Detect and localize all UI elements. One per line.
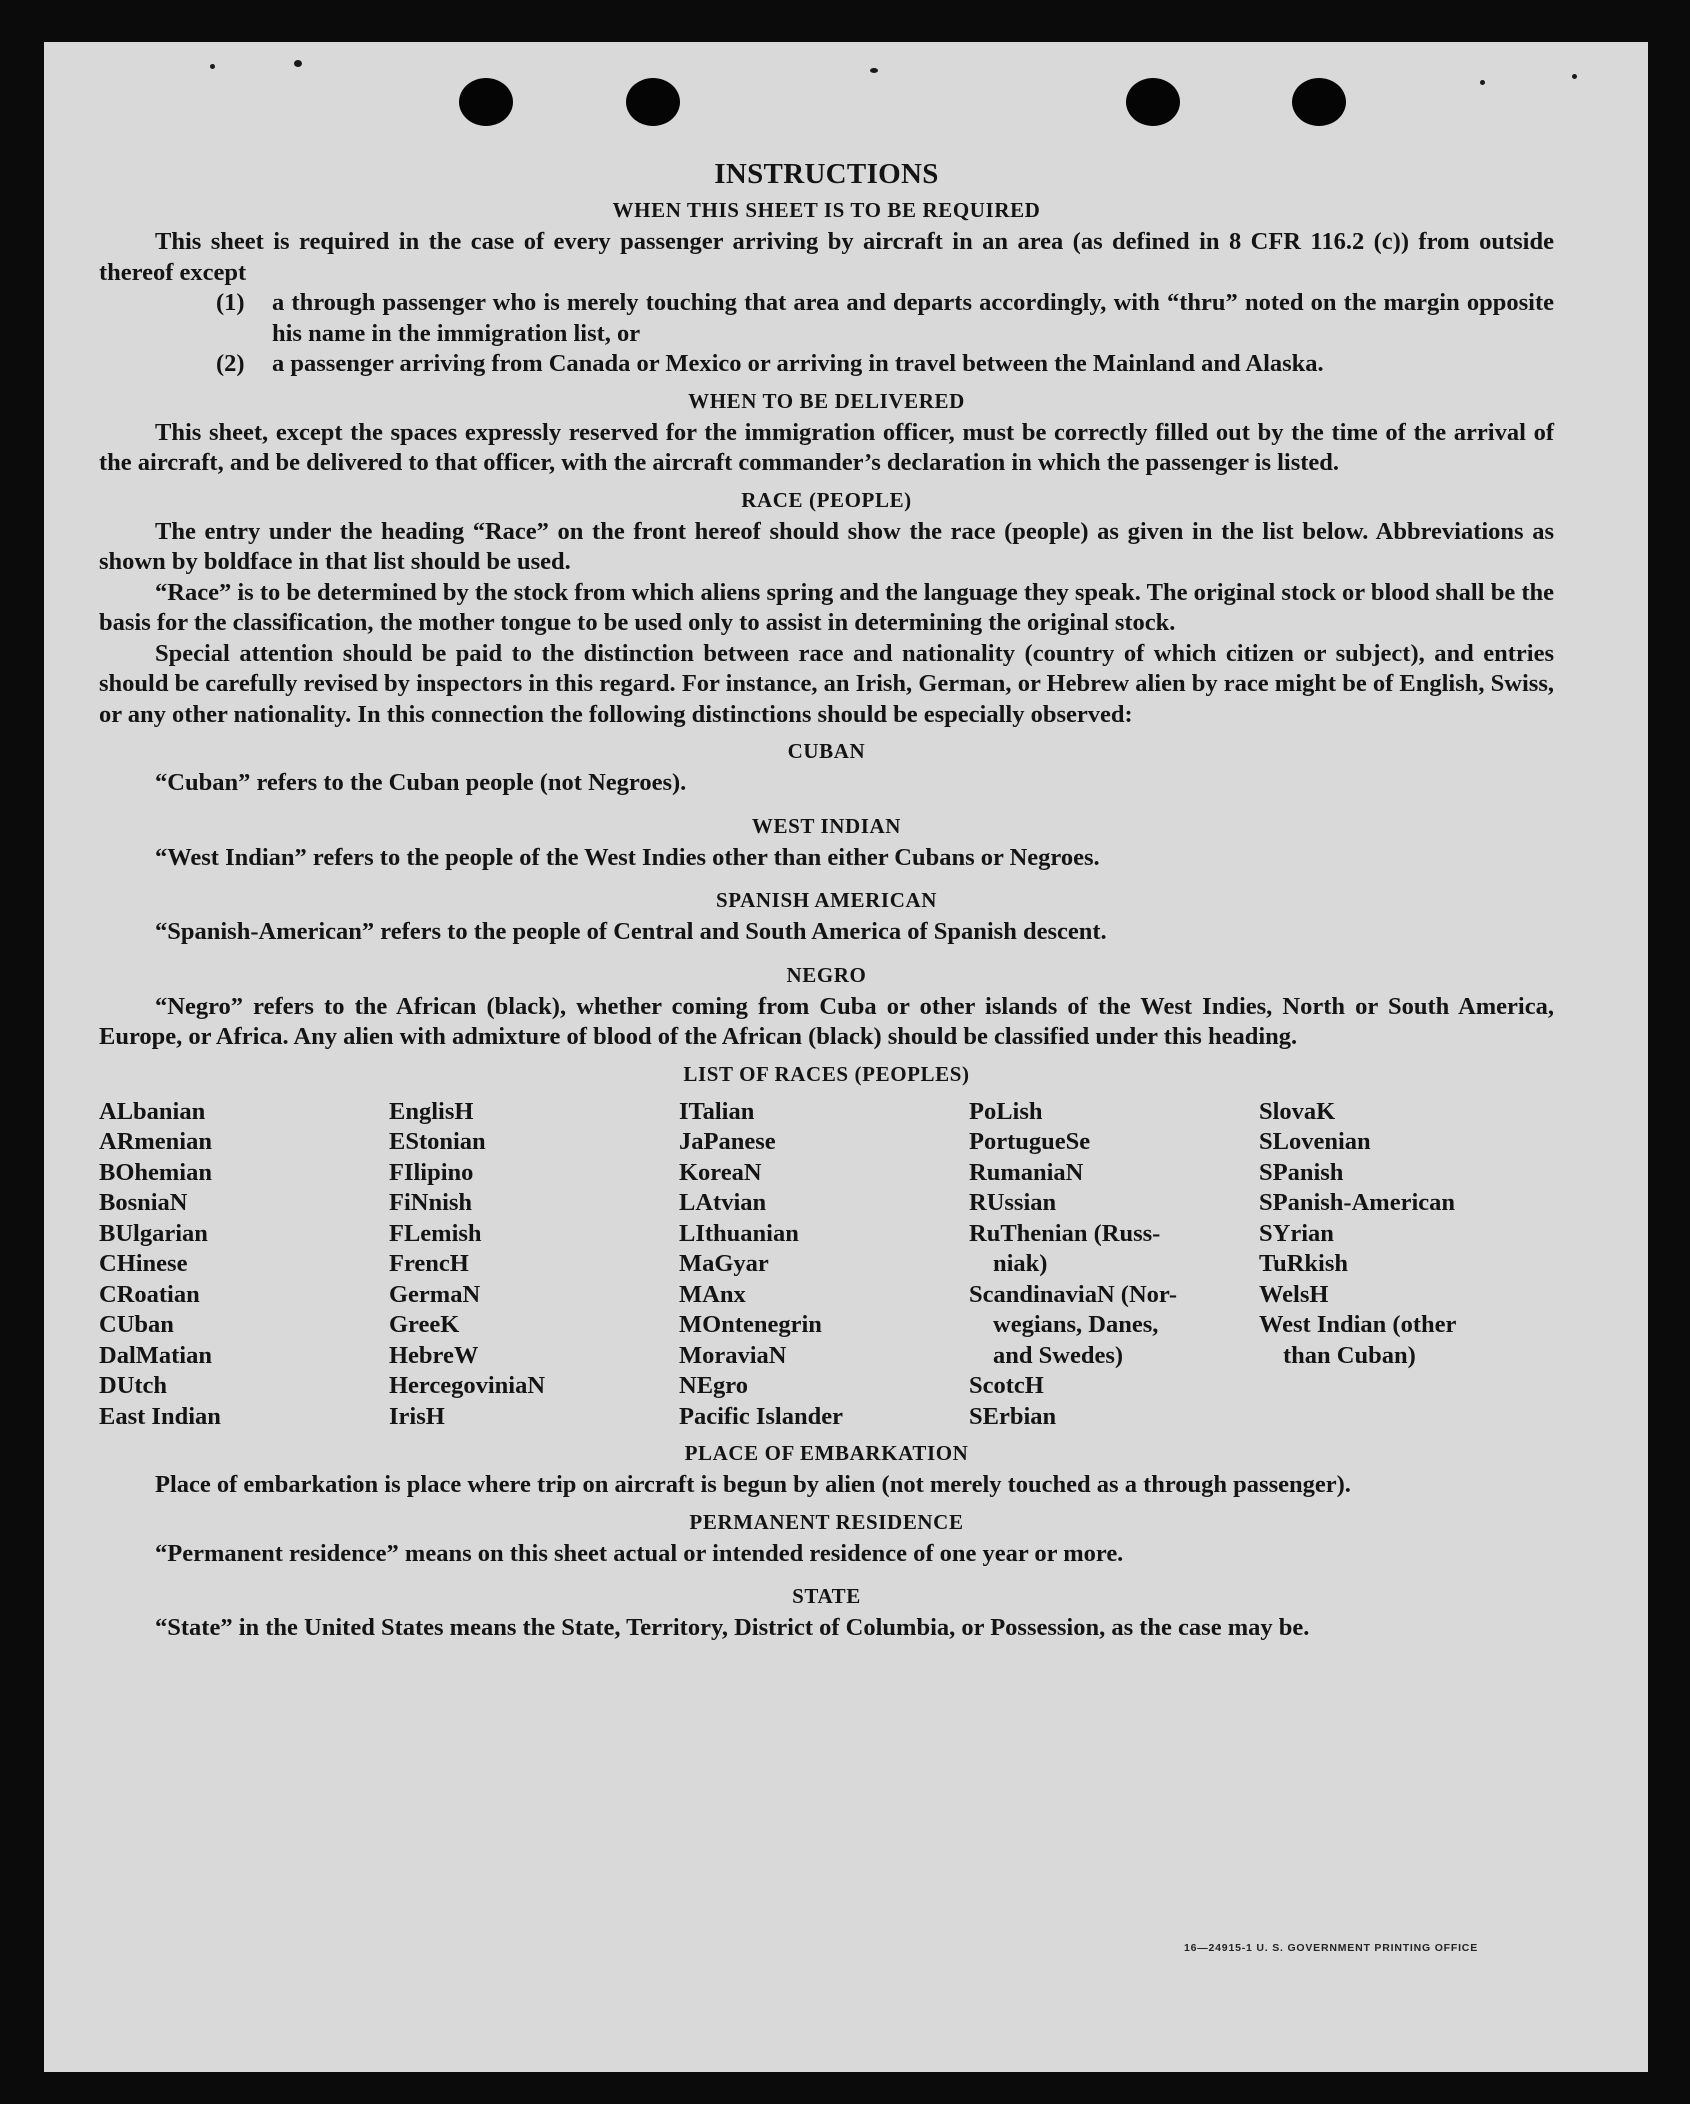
race-entry: CUban <box>99 1311 174 1338</box>
race-entry: ScotcH <box>969 1372 1044 1399</box>
instructions-body <box>99 157 1554 1644</box>
race-entry: BosniaN <box>99 1189 188 1216</box>
race-entry-continuation: wegians, Danes, <box>993 1311 1159 1338</box>
paragraph-negro: “Negro” refers to the African (black), whether coming from Cuba or other islands of the West Indies, North or South America, Europe, or Africa. Any alien with admixture of blood of the African (black) should be classified under this heading. <box>99 992 1554 1050</box>
race-entry: TuRkish <box>1259 1250 1349 1277</box>
race-entry: DUtch <box>99 1372 168 1399</box>
printing-office-code: 16—24915-1 U. S. GOVERNMENT PRINTING OFFICE <box>1183 1942 1478 1954</box>
race-entry: Pacific Islander <box>679 1402 843 1430</box>
race-entry: SPanish <box>1259 1158 1344 1186</box>
race-entry: FLemish <box>389 1219 482 1247</box>
race-entry: FiNnish <box>389 1189 473 1216</box>
race-entry: DalMatian <box>99 1341 212 1369</box>
race-entry: IrisH <box>389 1402 445 1430</box>
paragraph-permanent-residence: “Permanent residence” means on this sheet actual or intended residence of one year or more. <box>155 1539 1124 1567</box>
exception-item-1 <box>216 288 1554 349</box>
punch-hole <box>1126 78 1180 126</box>
paragraph-cuban: “Cuban” refers to the Cuban people (not Negroes). <box>155 769 687 796</box>
race-entry: ARmenian <box>99 1128 212 1155</box>
heading-negro: NEGRO <box>786 962 867 987</box>
heading-spanish-american: SPANISH AMERICAN <box>716 888 937 912</box>
exception-text: a passenger arriving from Canada or Mexico or arriving in travel between the Mainland and Alaska. <box>272 350 1324 377</box>
page-title: INSTRUCTIONS <box>714 158 939 190</box>
race-entry: EStonian <box>389 1128 486 1155</box>
race-entry: LAtvian <box>679 1189 767 1216</box>
heading-west-indian: WEST INDIAN <box>751 813 902 838</box>
exception-item-2 <box>216 349 1554 380</box>
race-entry: SLovenian <box>1259 1128 1371 1155</box>
dust-speck <box>870 68 878 73</box>
race-entry: FIlipino <box>389 1158 474 1186</box>
heading-permanent-residence: PERMANENT RESIDENCE <box>689 1509 964 1534</box>
races-column <box>679 1097 969 1433</box>
race-entry: CHinese <box>99 1250 188 1277</box>
races-column <box>1259 1097 1559 1433</box>
race-entry: PortugueSe <box>969 1128 1091 1155</box>
paragraph-when-delivered: This sheet, except the spaces expressly reserved for the immigration officer, must be correctly filled out by the time of the arrival of the aircraft, and be delivered to that officer, with the aircraft commander’s declaration in which the passenger is listed. <box>99 418 1554 476</box>
exception-number: (1) <box>216 289 245 316</box>
race-entry: SYrian <box>1259 1219 1334 1247</box>
races-column <box>99 1097 389 1433</box>
race-entry: SErbian <box>969 1402 1057 1430</box>
race-entry: MoraviaN <box>679 1341 787 1369</box>
punch-hole <box>626 78 680 126</box>
heading-when-required: WHEN THIS SHEET IS TO BE REQUIRED <box>612 198 1041 222</box>
heading-cuban: CUBAN <box>787 739 866 763</box>
race-entry: LIthuanian <box>679 1219 799 1247</box>
races-column <box>389 1097 679 1433</box>
document-page <box>44 42 1648 2072</box>
heading-embarkation: PLACE OF EMBARKATION <box>684 1441 969 1465</box>
paragraph-when-required: This sheet is required in the case of every passenger arriving by aircraft in an area (as defined in 8 CFR 116.2 (c)) from outside thereof except <box>99 228 1554 286</box>
races-column <box>969 1097 1259 1433</box>
race-entry-continuation: and Swedes) <box>993 1341 1124 1369</box>
race-entry: FrencH <box>389 1250 469 1277</box>
race-entry: ALbanian <box>99 1097 206 1125</box>
exception-text: a through passenger who is merely touching that area and departs accordingly, with “thru” noted on the margin opposite his name in the immigration list, or <box>272 289 1554 347</box>
race-entry: ScandinaviaN (Nor- <box>969 1280 1178 1308</box>
race-entry: HercegoviniaN <box>389 1372 546 1399</box>
race-entry: ITalian <box>679 1097 755 1125</box>
races-list <box>99 1097 1554 1433</box>
paragraph-spanish-american: “Spanish-American” refers to the people of Central and South America of Spanish descent. <box>155 918 1107 945</box>
punch-hole <box>1292 78 1346 126</box>
paragraph-race-3: Special attention should be paid to the distinction between race and nationality (country of which citizen or subject), and entries should be carefully revised by inspectors in this regard. For instance, an Irish, German, or Hebrew alien by race might be of English, Swiss, or any other nationality. In this connection the following distinctions should be especially observed: <box>99 639 1554 728</box>
race-entry: RUssian <box>969 1189 1057 1216</box>
race-entry: SlovaK <box>1259 1097 1336 1125</box>
heading-race: RACE (PEOPLE) <box>741 487 912 512</box>
race-entry: PoLish <box>969 1097 1043 1125</box>
heading-when-delivered: WHEN TO BE DELIVERED <box>688 388 965 413</box>
race-entry: SPanish-American <box>1259 1189 1455 1216</box>
dust-speck <box>294 60 302 67</box>
paragraph-state: “State” in the United States means the State, Territory, District of Columbia, or Possession, as the case may be. <box>155 1614 1310 1641</box>
heading-list-of-races: LIST OF RACES (PEOPLES) <box>683 1061 970 1086</box>
race-entry: RuThenian (Russ- <box>969 1219 1161 1247</box>
race-entry: West Indian (other <box>1259 1311 1457 1338</box>
race-entry: HebreW <box>389 1341 479 1369</box>
race-entry: JaPanese <box>679 1128 776 1155</box>
race-entry-continuation: than Cuban) <box>1283 1341 1416 1369</box>
race-entry: CRoatian <box>99 1280 200 1308</box>
race-entry: BOhemian <box>99 1158 212 1186</box>
race-entry: GermaN <box>389 1280 481 1308</box>
race-entry: NEgro <box>679 1372 748 1399</box>
race-entry: MOntenegrin <box>679 1311 822 1338</box>
race-entry: MaGyar <box>679 1250 769 1277</box>
race-entry: MAnx <box>679 1280 746 1308</box>
race-entry-continuation: niak) <box>993 1250 1048 1277</box>
race-entry: RumaniaN <box>969 1158 1084 1186</box>
race-entry: EnglisH <box>389 1097 474 1125</box>
dust-speck <box>1572 74 1577 79</box>
race-entry: East Indian <box>99 1402 221 1430</box>
race-entry: BUlgarian <box>99 1219 208 1247</box>
paragraph-race-2: “Race” is to be determined by the stock from which aliens spring and the language they speak. The original stock or blood shall be the basis for the classification, the mother tongue to be used only to assist in determining the original stock. <box>99 578 1554 636</box>
heading-state: STATE <box>792 1584 861 1608</box>
race-entry: GreeK <box>389 1311 460 1338</box>
punch-hole <box>459 78 513 126</box>
exception-number: (2) <box>216 350 245 377</box>
paragraph-west-indian: “West Indian” refers to the people of the West Indies other than either Cubans or Negroes. <box>155 843 1100 871</box>
race-entry: KoreaN <box>679 1158 762 1186</box>
dust-speck <box>1480 80 1485 85</box>
race-entry: WelsH <box>1259 1280 1329 1308</box>
paragraph-race-1: The entry under the heading “Race” on the front hereof should show the race (people) as given in the list below. Abbreviations as shown by boldface in that list should be used. <box>99 517 1554 575</box>
paragraph-embarkation: Place of embarkation is place where trip on aircraft is begun by alien (not merely touched as a through passenger). <box>155 1471 1351 1498</box>
dust-speck <box>210 64 215 69</box>
